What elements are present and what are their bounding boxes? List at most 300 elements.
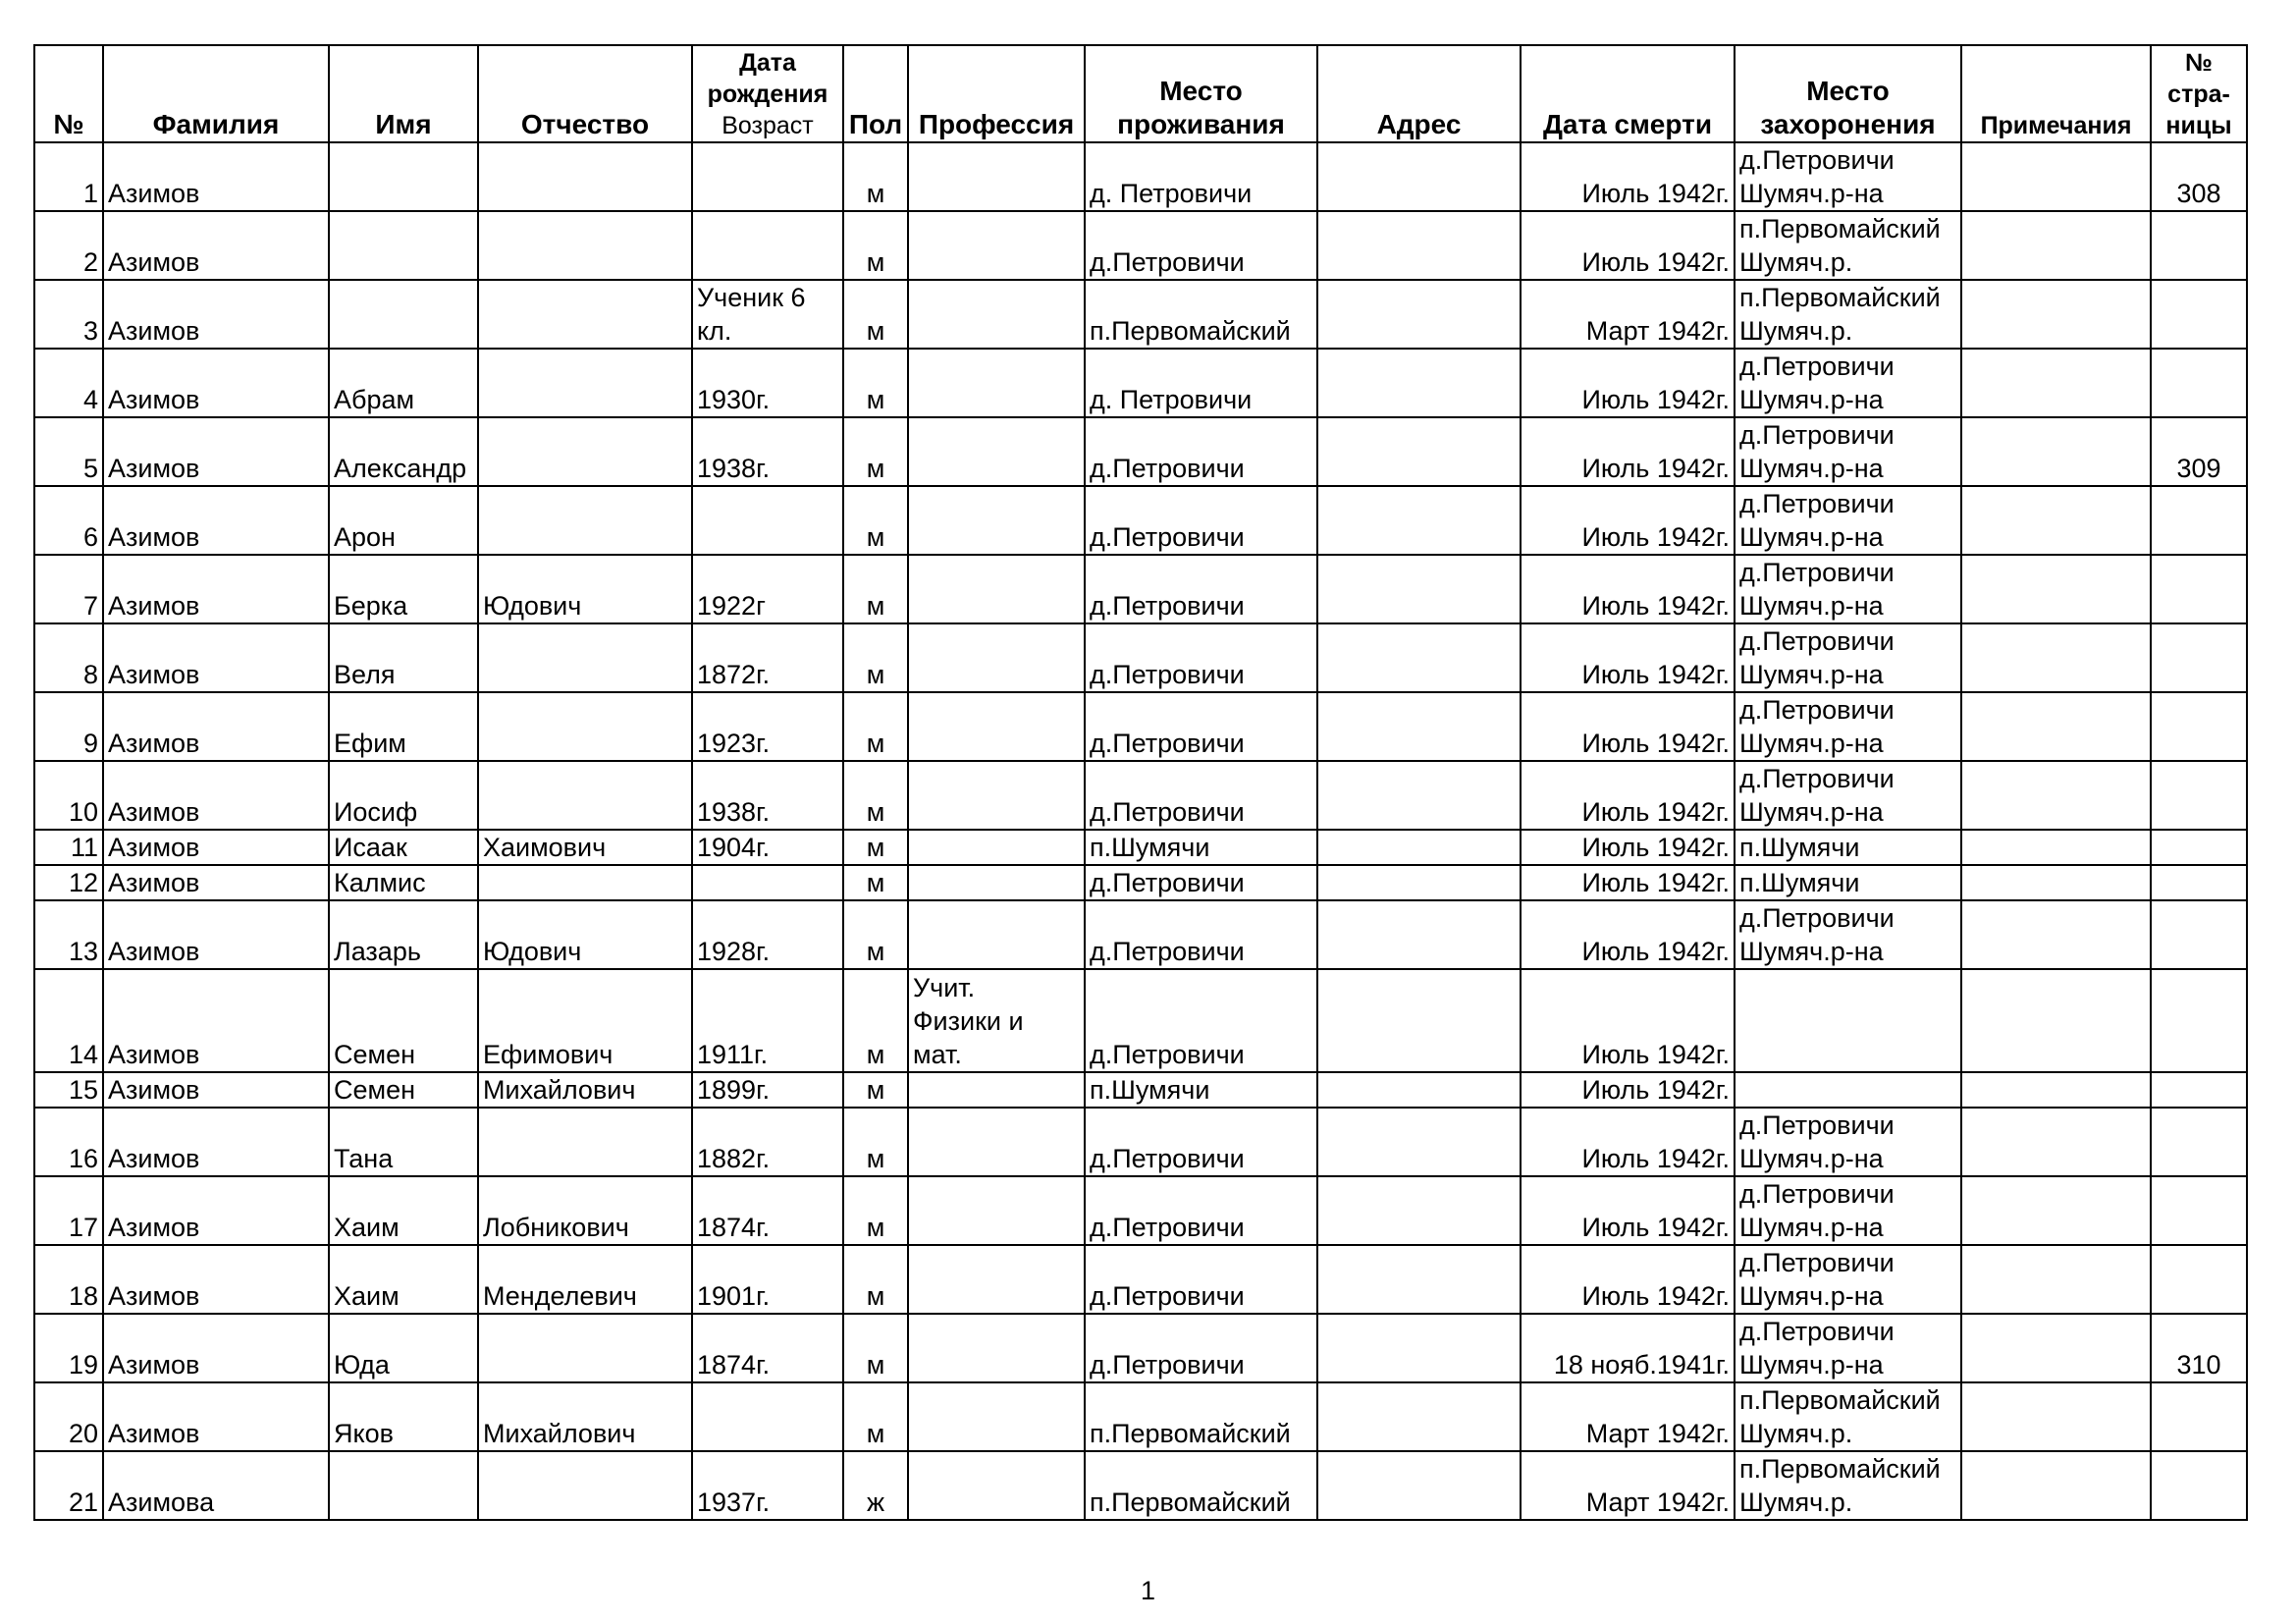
cell-profession	[908, 1245, 1085, 1314]
cell-name-text: Ефим	[334, 729, 406, 758]
cell-surname	[103, 1451, 329, 1520]
cell-profession	[908, 623, 1085, 692]
cell-patronymic	[478, 1314, 692, 1382]
header-sex: Пол	[843, 45, 908, 142]
cell-burial	[1735, 486, 1961, 555]
table-row	[34, 1108, 2247, 1176]
cell-address	[1317, 969, 1521, 1072]
table-row	[34, 1176, 2247, 1245]
cell-death-date	[1521, 1245, 1735, 1314]
cell-patronymic-text: Юдович	[483, 937, 582, 966]
cell-num	[34, 211, 103, 280]
cell-sex-text: м	[866, 1144, 885, 1173]
cell-num-text: 11	[70, 833, 98, 862]
cell-residence-text: д.Петровичи	[1090, 797, 1245, 827]
cell-patronymic	[478, 142, 692, 211]
cell-num	[34, 830, 103, 865]
cell-patronymic	[478, 900, 692, 969]
cell-patronymic	[478, 830, 692, 865]
cell-profession	[908, 1176, 1085, 1245]
cell-death-date	[1521, 349, 1735, 417]
cell-profession	[908, 417, 1085, 486]
cell-address	[1317, 1176, 1521, 1245]
cell-surname	[103, 969, 329, 1072]
cell-profession	[908, 280, 1085, 349]
table-row	[34, 969, 2247, 1072]
cell-profession	[908, 692, 1085, 761]
cell-surname-text: Азимов	[108, 729, 200, 758]
cell-num-text: 19	[68, 1350, 98, 1380]
cell-surname-text: Азимов	[108, 660, 200, 689]
cell-num-text: 1	[82, 179, 98, 208]
cell-sex	[843, 417, 908, 486]
cell-name	[329, 555, 478, 623]
cell-birth	[692, 1108, 843, 1176]
cell-death-date	[1521, 1108, 1735, 1176]
cell-name-text: Абрам	[334, 385, 415, 414]
cell-death-date	[1521, 1176, 1735, 1245]
cell-name-text: Веля	[334, 660, 396, 689]
cell-residence-text: д.Петровичи	[1090, 937, 1245, 966]
cell-death-date-text: Июль 1942г.	[1581, 1040, 1730, 1069]
cell-notes	[1961, 555, 2151, 623]
cell-residence	[1085, 900, 1317, 969]
cell-num	[34, 1382, 103, 1451]
cell-address	[1317, 417, 1521, 486]
cell-sex	[843, 211, 908, 280]
cell-sex-text: м	[866, 522, 885, 552]
cell-residence	[1085, 349, 1317, 417]
cell-page	[2151, 865, 2247, 900]
cell-burial	[1735, 969, 1961, 1072]
cell-patronymic-text: Михайлович	[483, 1075, 636, 1105]
cell-page	[2151, 692, 2247, 761]
cell-address	[1317, 1382, 1521, 1451]
records-table	[33, 44, 2248, 1521]
cell-death-date	[1521, 142, 1735, 211]
cell-patronymic	[478, 1072, 692, 1108]
cell-surname	[103, 900, 329, 969]
cell-patronymic	[478, 1382, 692, 1451]
header-patronymic: Отчество	[478, 45, 692, 142]
cell-patronymic	[478, 555, 692, 623]
cell-residence-text: п.Первомайский	[1090, 1488, 1291, 1517]
cell-name-text: Иосиф	[334, 797, 418, 827]
cell-name	[329, 900, 478, 969]
cell-burial	[1735, 900, 1961, 969]
cell-profession	[908, 349, 1085, 417]
cell-birth	[692, 417, 843, 486]
cell-patronymic	[478, 761, 692, 830]
cell-birth-text: 1938г.	[697, 454, 771, 483]
cell-burial-text: д.Петровичи Шумяч.р-на	[1739, 1248, 1895, 1311]
cell-page	[2151, 969, 2247, 1072]
cell-num	[34, 142, 103, 211]
cell-birth	[692, 1382, 843, 1451]
cell-address	[1317, 142, 1521, 211]
cell-birth	[692, 142, 843, 211]
cell-burial	[1735, 1314, 1961, 1382]
cell-page	[2151, 1176, 2247, 1245]
cell-residence-text: д. Петровичи	[1090, 179, 1253, 208]
cell-residence-text: д.Петровичи	[1090, 454, 1245, 483]
cell-death-date-text: Июль 1942г.	[1581, 454, 1730, 483]
cell-surname-text: Азимов	[108, 454, 200, 483]
cell-num-text: 13	[68, 937, 98, 966]
cell-residence	[1085, 211, 1317, 280]
cell-residence-text: д.Петровичи	[1090, 1350, 1245, 1380]
cell-residence	[1085, 865, 1317, 900]
cell-patronymic	[478, 211, 692, 280]
cell-sex	[843, 830, 908, 865]
cell-patronymic	[478, 623, 692, 692]
cell-surname-text: Азимов	[108, 1144, 200, 1173]
cell-num-text: 12	[68, 868, 98, 897]
cell-name-text: Яков	[334, 1419, 394, 1448]
cell-num	[34, 1451, 103, 1520]
cell-birth	[692, 830, 843, 865]
cell-surname	[103, 1382, 329, 1451]
cell-address	[1317, 692, 1521, 761]
cell-birth	[692, 280, 843, 349]
cell-num-text: 4	[82, 385, 98, 414]
cell-notes	[1961, 761, 2151, 830]
cell-sex-text: м	[866, 797, 885, 827]
cell-residence-text: д.Петровичи	[1090, 868, 1245, 897]
header-burial: Место захоронения	[1735, 45, 1961, 142]
cell-birth-text: 1922г	[697, 591, 766, 621]
cell-patronymic-text: Хаимович	[483, 833, 607, 862]
cell-birth	[692, 1176, 843, 1245]
cell-death-date	[1521, 555, 1735, 623]
cell-burial	[1735, 761, 1961, 830]
cell-residence-text: п.Первомайский	[1090, 316, 1291, 346]
cell-sex-text: м	[866, 179, 885, 208]
cell-birth	[692, 1451, 843, 1520]
cell-birth	[692, 1245, 843, 1314]
cell-page	[2151, 1382, 2247, 1451]
cell-surname	[103, 280, 329, 349]
cell-page	[2151, 349, 2247, 417]
cell-page	[2151, 623, 2247, 692]
cell-burial-text: д.Петровичи Шумяч.р-на	[1739, 764, 1895, 827]
header-address: Адрес	[1317, 45, 1521, 142]
cell-death-date-text: 18 нояб.1941г.	[1553, 1350, 1730, 1380]
cell-sex	[843, 1314, 908, 1382]
cell-birth	[692, 1314, 843, 1382]
cell-name	[329, 211, 478, 280]
cell-surname	[103, 486, 329, 555]
cell-address	[1317, 280, 1521, 349]
cell-num	[34, 280, 103, 349]
cell-name-text: Александр	[334, 454, 467, 483]
cell-surname	[103, 417, 329, 486]
cell-name-text: Арон	[334, 522, 396, 552]
cell-burial-text: д.Петровичи Шумяч.р-на	[1739, 1110, 1895, 1173]
cell-patronymic	[478, 865, 692, 900]
cell-birth	[692, 555, 843, 623]
cell-death-date	[1521, 1314, 1735, 1382]
cell-death-date-text: Июль 1942г.	[1581, 591, 1730, 621]
cell-page	[2151, 417, 2247, 486]
cell-notes	[1961, 280, 2151, 349]
cell-residence	[1085, 761, 1317, 830]
table-row	[34, 280, 2247, 349]
cell-profession	[908, 555, 1085, 623]
cell-page	[2151, 486, 2247, 555]
table-row	[34, 1072, 2247, 1108]
header-name: Имя	[329, 45, 478, 142]
cell-death-date-text: Март 1942г.	[1585, 316, 1730, 346]
cell-name-text: Хаим	[334, 1213, 400, 1242]
cell-surname-text: Азимов	[108, 868, 200, 897]
cell-residence	[1085, 1382, 1317, 1451]
cell-patronymic	[478, 486, 692, 555]
cell-num	[34, 623, 103, 692]
cell-name	[329, 1176, 478, 1245]
cell-num	[34, 349, 103, 417]
cell-residence	[1085, 1451, 1317, 1520]
cell-sex	[843, 1245, 908, 1314]
cell-num-text: 10	[68, 797, 98, 827]
cell-sex	[843, 486, 908, 555]
cell-sex-text: м	[866, 247, 885, 277]
cell-residence	[1085, 969, 1317, 1072]
cell-birth-text: 1882г.	[697, 1144, 771, 1173]
cell-sex	[843, 280, 908, 349]
cell-death-date	[1521, 417, 1735, 486]
cell-num	[34, 761, 103, 830]
cell-address	[1317, 830, 1521, 865]
cell-burial	[1735, 1245, 1961, 1314]
cell-sex-text: м	[866, 1040, 885, 1069]
cell-patronymic	[478, 1451, 692, 1520]
cell-notes	[1961, 1451, 2151, 1520]
cell-residence	[1085, 417, 1317, 486]
cell-sex-text: м	[866, 833, 885, 862]
header-death-date: Дата смерти	[1521, 45, 1735, 142]
cell-residence	[1085, 1108, 1317, 1176]
cell-sex	[843, 1451, 908, 1520]
cell-birth	[692, 349, 843, 417]
cell-death-date-text: Июль 1942г.	[1581, 1075, 1730, 1105]
cell-sex	[843, 969, 908, 1072]
cell-patronymic-text: Лобникович	[483, 1213, 629, 1242]
table-row	[34, 865, 2247, 900]
cell-patronymic	[478, 1108, 692, 1176]
cell-address	[1317, 623, 1521, 692]
cell-name	[329, 623, 478, 692]
cell-birth-text: 1872г.	[697, 660, 771, 689]
cell-num-text: 9	[82, 729, 98, 758]
cell-name-text: Калмис	[334, 868, 426, 897]
cell-sex-text: м	[866, 1419, 885, 1448]
cell-death-date	[1521, 692, 1735, 761]
cell-name	[329, 1108, 478, 1176]
header-notes: Примечания	[1961, 45, 2151, 142]
cell-name	[329, 1072, 478, 1108]
cell-name	[329, 865, 478, 900]
cell-birth	[692, 865, 843, 900]
cell-surname	[103, 1072, 329, 1108]
header-residence: Место проживания	[1085, 45, 1317, 142]
cell-burial-text: п.Шумячи	[1739, 833, 1860, 862]
cell-profession	[908, 142, 1085, 211]
table-row	[34, 486, 2247, 555]
cell-surname	[103, 1245, 329, 1314]
cell-surname	[103, 1314, 329, 1382]
cell-num-text: 8	[82, 660, 98, 689]
cell-patronymic	[478, 1176, 692, 1245]
cell-address	[1317, 1314, 1521, 1382]
cell-death-date	[1521, 211, 1735, 280]
cell-burial-text: д.Петровичи Шумяч.р-на	[1739, 626, 1895, 689]
cell-surname-text: Азимов	[108, 385, 200, 414]
cell-num-text: 15	[68, 1075, 98, 1105]
cell-residence	[1085, 1176, 1317, 1245]
cell-page	[2151, 900, 2247, 969]
cell-num	[34, 1314, 103, 1382]
cell-name	[329, 1314, 478, 1382]
cell-sex	[843, 692, 908, 761]
cell-notes	[1961, 1382, 2151, 1451]
cell-birth-text: 1938г.	[697, 797, 771, 827]
cell-birth-text: 1874г.	[697, 1350, 771, 1380]
cell-burial	[1735, 1176, 1961, 1245]
cell-residence-text: д.Петровичи	[1090, 1144, 1245, 1173]
cell-page	[2151, 280, 2247, 349]
cell-profession	[908, 761, 1085, 830]
cell-sex-text: м	[866, 868, 885, 897]
cell-surname-text: Азимов	[108, 247, 200, 277]
cell-birth-text: 1874г.	[697, 1213, 771, 1242]
cell-name	[329, 692, 478, 761]
cell-num	[34, 900, 103, 969]
cell-name-text: Тана	[334, 1144, 394, 1173]
cell-name-text: Юда	[334, 1350, 390, 1380]
cell-profession	[908, 865, 1085, 900]
cell-profession	[908, 211, 1085, 280]
cell-sex	[843, 1072, 908, 1108]
cell-address	[1317, 211, 1521, 280]
cell-surname	[103, 142, 329, 211]
cell-birth-text: 1930г.	[697, 385, 771, 414]
cell-patronymic-text: Менделевич	[483, 1281, 637, 1311]
cell-residence	[1085, 280, 1317, 349]
cell-num-text: 5	[82, 454, 98, 483]
cell-page	[2151, 1108, 2247, 1176]
cell-burial	[1735, 623, 1961, 692]
cell-burial	[1735, 142, 1961, 211]
cell-surname-text: Азимов	[108, 1281, 200, 1311]
cell-sex	[843, 623, 908, 692]
cell-name	[329, 142, 478, 211]
cell-num-text: 20	[68, 1419, 98, 1448]
cell-birth-text: 1911г.	[697, 1040, 769, 1069]
cell-surname-text: Азимов	[108, 1350, 200, 1380]
table-row	[34, 211, 2247, 280]
cell-sex-text: м	[866, 1281, 885, 1311]
cell-notes	[1961, 1176, 2151, 1245]
cell-residence-text: д.Петровичи	[1090, 729, 1245, 758]
page-number: 1	[1140, 1576, 1156, 1605]
cell-surname-text: Азимов	[108, 797, 200, 827]
cell-birth	[692, 486, 843, 555]
cell-burial	[1735, 349, 1961, 417]
cell-birth-text: 1928г.	[697, 937, 771, 966]
cell-page-text: 309	[2176, 454, 2221, 483]
cell-residence-text: п.Первомайский	[1090, 1419, 1291, 1448]
cell-birth-text: 1899г.	[697, 1075, 771, 1105]
cell-notes	[1961, 142, 2151, 211]
cell-profession-text: Учит. Физики и мат.	[913, 973, 1024, 1069]
cell-burial	[1735, 211, 1961, 280]
cell-patronymic	[478, 417, 692, 486]
header-surname: Фамилия	[103, 45, 329, 142]
cell-birth-text: 1904г.	[697, 833, 771, 862]
cell-residence	[1085, 142, 1317, 211]
cell-profession	[908, 486, 1085, 555]
table-row	[34, 623, 2247, 692]
table-row	[34, 349, 2247, 417]
cell-death-date-text: Июль 1942г.	[1581, 660, 1730, 689]
cell-death-date	[1521, 1382, 1735, 1451]
cell-surname	[103, 349, 329, 417]
cell-burial-text: п.Первомайский Шумяч.р.	[1739, 1385, 1941, 1448]
cell-death-date	[1521, 969, 1735, 1072]
table-row	[34, 417, 2247, 486]
cell-residence-text: д.Петровичи	[1090, 247, 1245, 277]
cell-birth-text: 1901г.	[697, 1281, 771, 1311]
cell-sex	[843, 761, 908, 830]
table-row	[34, 1382, 2247, 1451]
cell-death-date	[1521, 623, 1735, 692]
cell-num-text: 3	[82, 316, 98, 346]
cell-address	[1317, 1072, 1521, 1108]
cell-birth	[692, 969, 843, 1072]
cell-burial-text: д.Петровичи Шумяч.р-на	[1739, 1179, 1895, 1242]
table-row	[34, 1451, 2247, 1520]
cell-address	[1317, 486, 1521, 555]
cell-surname-text: Азимова	[108, 1488, 215, 1517]
cell-surname	[103, 623, 329, 692]
cell-death-date	[1521, 280, 1735, 349]
cell-sex	[843, 865, 908, 900]
cell-burial-text: д.Петровичи Шумяч.р-на	[1739, 903, 1895, 966]
cell-residence-text: д.Петровичи	[1090, 591, 1245, 621]
cell-num	[34, 1108, 103, 1176]
cell-burial-text: д.Петровичи Шумяч.р-на	[1739, 145, 1895, 208]
cell-sex-text: м	[866, 385, 885, 414]
cell-birth	[692, 1072, 843, 1108]
cell-death-date-text: Июль 1942г.	[1581, 247, 1730, 277]
cell-num-text: 2	[82, 247, 98, 277]
cell-page-text: 308	[2176, 179, 2221, 208]
cell-death-date	[1521, 486, 1735, 555]
cell-death-date-text: Июль 1942г.	[1581, 937, 1730, 966]
cell-profession	[908, 1072, 1085, 1108]
header-age-label: Возраст	[721, 112, 814, 139]
cell-notes	[1961, 1072, 2151, 1108]
cell-burial-text: д.Петровичи Шумяч.р-на	[1739, 695, 1895, 758]
cell-surname-text: Азимов	[108, 1040, 200, 1069]
cell-sex	[843, 142, 908, 211]
cell-sex-text: м	[866, 937, 885, 966]
cell-num	[34, 486, 103, 555]
cell-burial	[1735, 280, 1961, 349]
cell-surname-text: Азимов	[108, 937, 200, 966]
cell-address	[1317, 1245, 1521, 1314]
